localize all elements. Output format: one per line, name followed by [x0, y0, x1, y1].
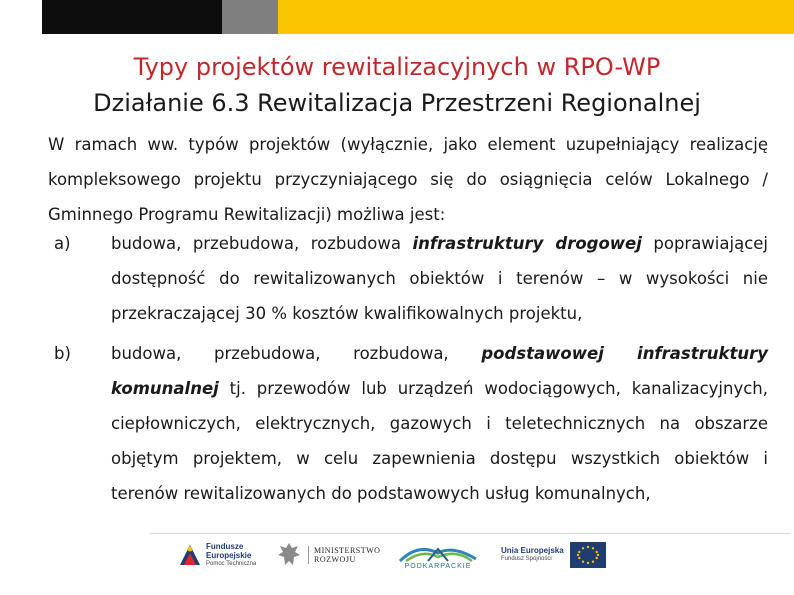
list-item-b — [48, 336, 768, 511]
fundusze-europejskie-logo — [178, 535, 256, 575]
list-marker: b) — [54, 344, 71, 363]
page-title: Typy projektów rewitalizacyjnych w RPO-WP — [133, 53, 661, 81]
item-text-after: poprawiającej dostępność do rewitalizowanych obiektów i terenów – w wysokości nie przekraczającej 30 % kosztów kwalifikowalnych projektu, — [111, 234, 769, 323]
bar-segment-yellow — [278, 0, 794, 34]
bar-segment-white — [0, 0, 42, 34]
pk-label: PODKARPACKIE — [404, 562, 472, 570]
fe-label-line3: Pomoc Techniczna — [206, 560, 257, 567]
item-text-emphasis: podstawowej infrastruktury komunalnej — [111, 344, 768, 398]
ue-label-line1: Unia Europejska — [501, 546, 564, 555]
podkarpackie-logo — [398, 535, 478, 575]
fe-label-line1: Fundusze — [206, 541, 244, 551]
bar-segment-gray — [222, 0, 278, 34]
mountains-icon — [398, 541, 478, 563]
mr-label-line2: ROZWOJU — [314, 555, 356, 564]
list-item-text — [111, 336, 768, 511]
unia-europejska-logo — [501, 535, 606, 575]
ministerstwo-rozwoju-logo — [276, 535, 380, 575]
item-text-before: budowa, przebudowa, rozbudowa — [111, 234, 413, 253]
page-subtitle: Działanie 6.3 Rewitalizacja Przestrzeni Regionalnej — [93, 89, 701, 117]
item-text-emphasis: infrastruktury drogowej — [412, 234, 642, 253]
ue-label-line2: Fundusz Spójności — [501, 556, 552, 562]
list-item-text — [111, 226, 768, 331]
fe-label-line2: Europejskie — [206, 550, 252, 560]
item-text-before: budowa, przebudowa, rozbudowa, — [111, 344, 482, 363]
bar-segment-black — [42, 0, 222, 34]
item-text-after: tj. przewodów lub urządzeń wodociągowych, kanalizacyjnych, ciepłowniczych, elektrycznych, gazowych i teletechnicznych na obszarze objętym projektem, w celu zapewnienia dostępu wszystkich obiektów i terenów rewitalizowanych do podstawowych usług komunalnych, — [111, 379, 768, 503]
list-item-a — [48, 226, 768, 331]
intro-paragraph: W ramach ww. typów projektów (wyłącznie, jako element uzupełniający realizację kompleksowego projektu przyczyniającego się do osiągnięcia celów Lokalnego / Gminnego Programu Rewitalizacji) możliwa jest: — [48, 135, 768, 224]
mr-label-line1: MINISTERSTWO — [314, 546, 381, 555]
polish-eagle-icon — [276, 540, 302, 570]
list-marker: a) — [54, 234, 71, 253]
fe-star-icon — [178, 543, 202, 567]
eu-flag-icon — [570, 542, 606, 568]
footer-divider — [150, 533, 790, 534]
top-color-bar — [0, 0, 794, 34]
